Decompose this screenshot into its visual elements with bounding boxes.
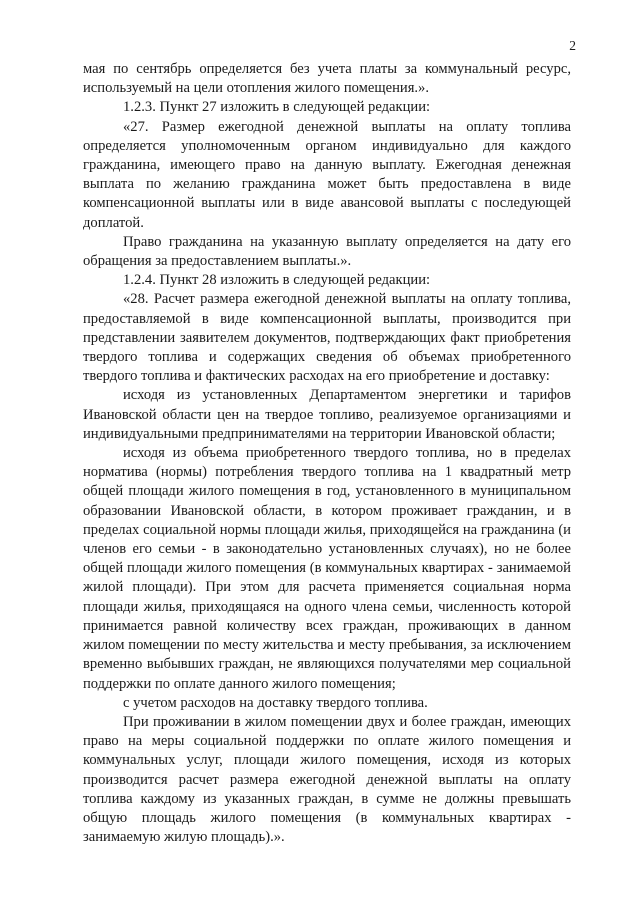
- paragraph-item-1-2-4: 1.2.4. Пункт 28 изложить в следующей редакции:: [123, 272, 431, 289]
- page-number: 2: [569, 38, 576, 53]
- paragraph-clause-28-multiple-residents: При проживании в жилом помещении двух и более граждан, имеющих право на меры социальной поддержки по оплате жилого помещения и коммунальных услуг, площади жилого помещения, исходя из которых производится расчет размера ежегодной денежной выплаты на оплату топлива каждому из указанных граждан, в сумме не должны превышать общую площадь жилого помещения (в коммунальных квартирах - занимаемую жилую площадь).».: [83, 713, 571, 846]
- paragraph-item-1-2-3: 1.2.3. Пункт 27 изложить в следующей редакции:: [123, 99, 431, 116]
- paragraph-clause-27-right: Право гражданина на указанную выплату определяется на дату его обращения за предоставлением выплаты.».: [83, 233, 571, 270]
- paragraph-clause-28-delivery: с учетом расходов на доставку твердого топлива.: [123, 694, 428, 711]
- document-body: [83, 60, 571, 847]
- paragraph-clause-28-volume: исходя из объема приобретенного твердого топлива, но в пределах норматива (нормы) потребления твердого топлива на 1 квадратный метр общей площади жилого помещения в год, установленного в муниципальном образовании Ивановской области, в котором проживает гражданин, и в пределах социальной нормы площади жилья, приходящейся на гражданина (и членов его семьи - в законодательно установленных случаях), но не более общей площади жилого помещения (в коммунальных квартирах - занимаемой жилой площади). При этом для расчета применяется социальная норма площади жилья, приходящаяся на одного члена семьи, численность которой принимается равной количеству всех граждан, проживающих в данном жилом помещении по месту жительства и месту пребывания, за исключением временно выбывших граждан, не являющихся получателями мер социальной поддержки по оплате данного жилого помещения;: [83, 445, 571, 692]
- paragraph-clause-28: «28. Расчет размера ежегодной денежной выплаты на оплату топлива, предоставляемой в виде компенсационной выплаты, производится при представлении заявителем документов, подтверждающих факт приобретения твердого топлива и содержащих сведения об объемах приобретенного твердого топлива и фактических расходах на его приобретение и доставку:: [83, 291, 571, 385]
- paragraph-clause-28-prices: исходя из установленных Департаментом энергетики и тарифов Ивановской области цен на твердое топливо, реализуемое организациями и индивидуальными предпринимателями на территории Ивановской области;: [83, 387, 571, 442]
- paragraph-continuation: мая по сентябрь определяется без учета платы за коммунальный ресурс, используемый на цели отопления жилого помещения.».: [83, 61, 571, 97]
- paragraph-clause-27: «27. Размер ежегодной денежной выплаты на оплату топлива определяется уполномоченным органом индивидуально для каждого гражданина, имеющего право на данную выплату. Ежегодная денежная выплата по желанию гражданина может быть предоставлена в виде компенсационной выплаты или в виде авансовой выплаты с последующей доплатой.: [83, 118, 571, 231]
